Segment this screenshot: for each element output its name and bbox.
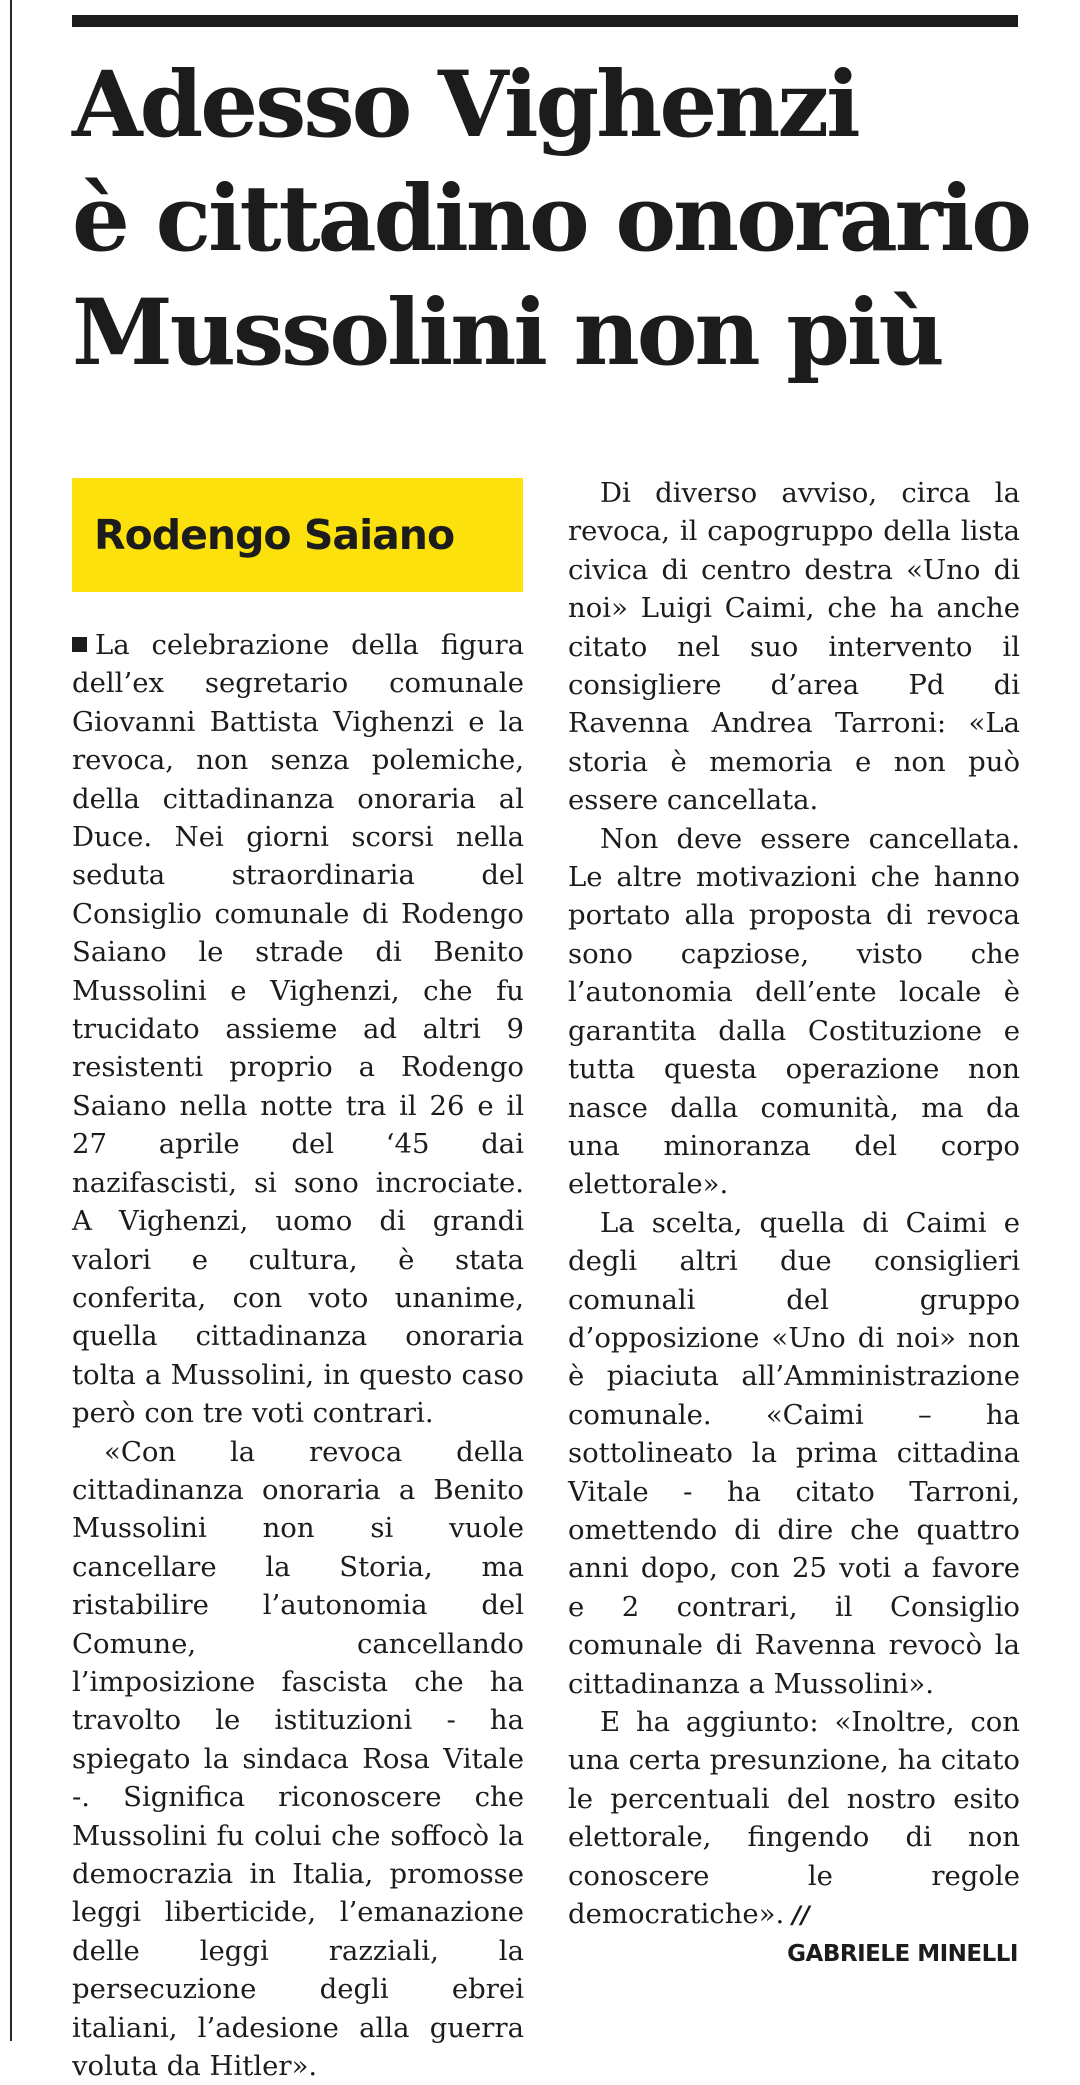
headline-line-2: è cittadino onorario bbox=[72, 166, 1029, 272]
author-byline: GABRIELE MINELLI bbox=[787, 1941, 1018, 1967]
paragraph: La scelta, quella di Caimi e degli altri due consiglieri comunali del gruppo d’opposizione «Uno di noi» non è piaciuta all’Amministrazione comunale. «Caimi – ha sottolineato la prima cittadina Vitale - ha citato Tarroni, omettendo di dire che quattro anni dopo, con 25 voti a favore e 2 contrari, il Consiglio comunale di Ravenna revocò la cittadinanza a Mussolini». bbox=[568, 1206, 1020, 1700]
article-headline bbox=[72, 48, 1032, 390]
paragraph bbox=[568, 1703, 1020, 1934]
headline-line-3: Mussolini non più bbox=[72, 280, 942, 386]
article-column-left bbox=[72, 626, 524, 2085]
headline-line-1: Adesso Vighenzi bbox=[72, 52, 858, 158]
paragraph-text: E ha aggiunto: «Inoltre, con una certa presunzione, ha citato le percentuali del nostro esito elettorale, fingendo di non conoscere le regole democratiche». bbox=[568, 1706, 1020, 1931]
kicker-label: Rodengo Saiano bbox=[94, 511, 455, 559]
end-mark: // bbox=[792, 1901, 810, 1930]
top-rule bbox=[72, 15, 1018, 27]
margin-rule bbox=[10, 0, 12, 2041]
paragraph: «Con la revoca della cittadinanza onoraria a Benito Mussolini non si vuole cancellare la Storia, ma ristabilire l’autonomia del Comune, cancellando l’imposizione fascista che ha travolto le istituzioni - ha spiegato la sindaca Rosa Vitale -. Significa riconoscere che Mussolini fu colui che soffocò la democrazia in Italia, promosse leggi liberticide, l’emanazione delle leggi razziali, la persecuzione degli ebrei italiani, l’adesione alla guerra voluta da Hitler». bbox=[72, 1435, 524, 2083]
paragraph: Non deve essere cancellata. Le altre motivazioni che hanno portato alla proposta di revoca sono capziose, visto che l’autonomia dell’ente locale è garantita dalla Costituzione e tutta questa operazione non nasce dalla comunità, ma da una minoranza del corpo elettorale». bbox=[568, 822, 1020, 1201]
location-kicker bbox=[72, 478, 523, 592]
article-column-right bbox=[568, 474, 1020, 1934]
paragraph-text: La celebrazione della figura dell’ex segretario comunale Giovanni Battista Vighenzi e la revoca, non senza polemiche, della cittadinanza onoraria al Duce. Nei giorni scorsi nella seduta straordinaria del Consiglio comunale di Rodengo Saiano le strade di Benito Mussolini e Vighenzi, che fu trucidato assieme ad altri 9 resistenti proprio a Rodengo Saiano nella notte tra il 26 e il 27 aprile del ‘45 dai nazifascisti, si sono incrociate. A Vighenzi, uomo di grandi valori e cultura, è stata conferita, con voto unanime, quella cittadinanza onoraria tolta a Mussolini, in questo caso però con tre voti contrari. bbox=[72, 629, 524, 1430]
paragraph: Di diverso avviso, circa la revoca, il capogruppo della lista civica di centro destra «Uno di noi» Luigi Caimi, che ha anche citato nel suo intervento il consigliere d’area Pd di Ravenna Andrea Tarroni: «La storia è memoria e non può essere cancellata. bbox=[568, 477, 1020, 817]
paragraph bbox=[72, 626, 524, 1433]
square-bullet-icon bbox=[72, 637, 87, 652]
